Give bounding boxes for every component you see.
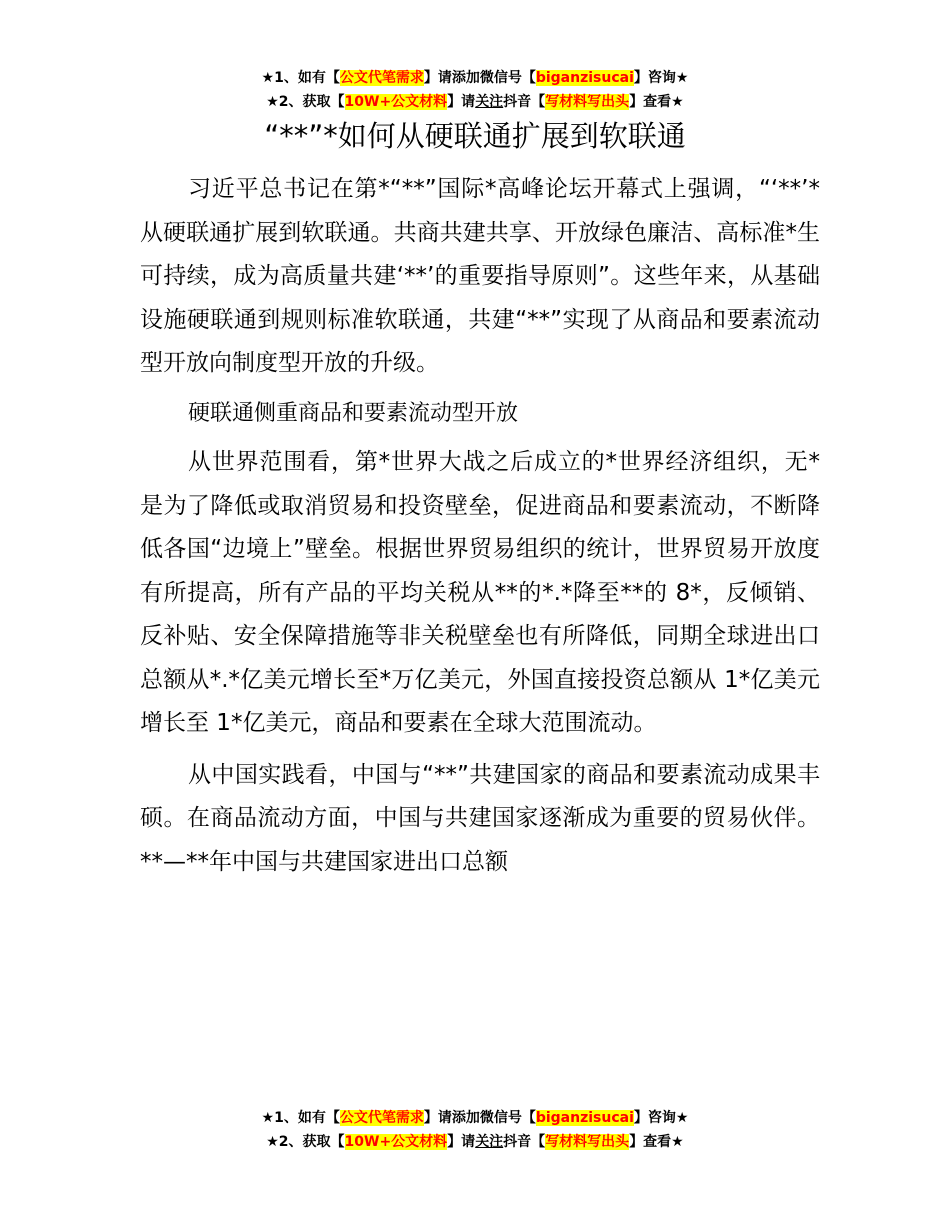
banner-line-1	[0, 1106, 950, 1130]
banner-text: 】查看★	[629, 1134, 684, 1150]
banner-text: ★1、如有【	[261, 1110, 340, 1126]
highlight-service: 公文代笔需求	[339, 70, 424, 86]
highlight-douyin-account: 写材料写出头	[545, 1134, 630, 1150]
banner-text: 】请添加微信号【	[423, 70, 536, 86]
banner-underlined-text: 关注	[475, 94, 504, 110]
banner-text: 】请	[447, 1134, 476, 1150]
banner-text: ★2、获取【	[266, 1134, 345, 1150]
highlight-douyin-account: 写材料写出头	[545, 94, 630, 110]
banner-text: 抖音【	[503, 94, 546, 110]
paragraph-world-scope: 从世界范围看，第*世界大战之后成立的*世界经济组织，无*是为了降低或取消贸易和投资壁垒，促进商品和要素流动，不断降低各国“边境上”壁垒。根据世界贸易组织的统计，世界贸易开放度有所提高，所有产品的平均关税从**的*.*降至**的 8*，反倾销、反补贴、安全保障措施等非关税壁垒也有所降低，同期全球进出口总额从*.*亿美元增长至*万亿美元，外国直接投资总额从 1*亿美元增长至 1*亿美元，商品和要素在全球大范围流动。	[140, 449, 820, 736]
highlight-wechat-id: biganzisucai	[535, 70, 634, 86]
banner-line-2	[0, 1130, 950, 1154]
banner-text: ★1、如有【	[261, 70, 340, 86]
banner-line-1	[0, 66, 950, 90]
footer-banner	[0, 1106, 950, 1154]
banner-text: 】请添加微信号【	[423, 1110, 536, 1126]
banner-underlined-text: 关注	[475, 1134, 504, 1150]
banner-text: 】咨询★	[633, 70, 689, 86]
header-banner	[0, 66, 950, 114]
banner-text: ★2、获取【	[266, 94, 345, 110]
highlight-service: 公文代笔需求	[339, 1110, 424, 1126]
banner-text: 】咨询★	[633, 1110, 689, 1126]
highlight-wechat-id: biganzisucai	[535, 1110, 634, 1126]
banner-line-2	[0, 90, 950, 114]
section-heading: 硬联通侧重商品和要素流动型开放	[188, 400, 519, 426]
document-title: “**”*如何从硬联通扩展到软联通	[264, 119, 686, 153]
highlight-materials: 10W+公文材料	[344, 1134, 448, 1150]
paragraph-intro: 习近平总书记在第*“**”国际*高峰论坛开幕式上强调，“‘**’*从硬联通扩展到软联通。共商共建共享、开放绿色廉洁、高标准*生可持续，成为高质量共建‘**’的重要指导原则”。这些年来，从基础设施硬联通到规则标准软联通，共建“**”实现了从商品和要素流动型开放向制度型开放的升级。	[140, 176, 820, 376]
banner-text: 】查看★	[629, 94, 684, 110]
banner-text: 】请	[447, 94, 476, 110]
paragraph-china-practice: 从中国实践看，中国与“**”共建国家的商品和要素流动成果丰硕。在商品流动方面，中国与共建国家逐渐成为重要的贸易伙伴。**—**年中国与共建国家进出口总额	[140, 761, 820, 875]
document-body	[140, 168, 820, 884]
banner-text: 抖音【	[503, 1134, 546, 1150]
highlight-materials: 10W+公文材料	[344, 94, 448, 110]
